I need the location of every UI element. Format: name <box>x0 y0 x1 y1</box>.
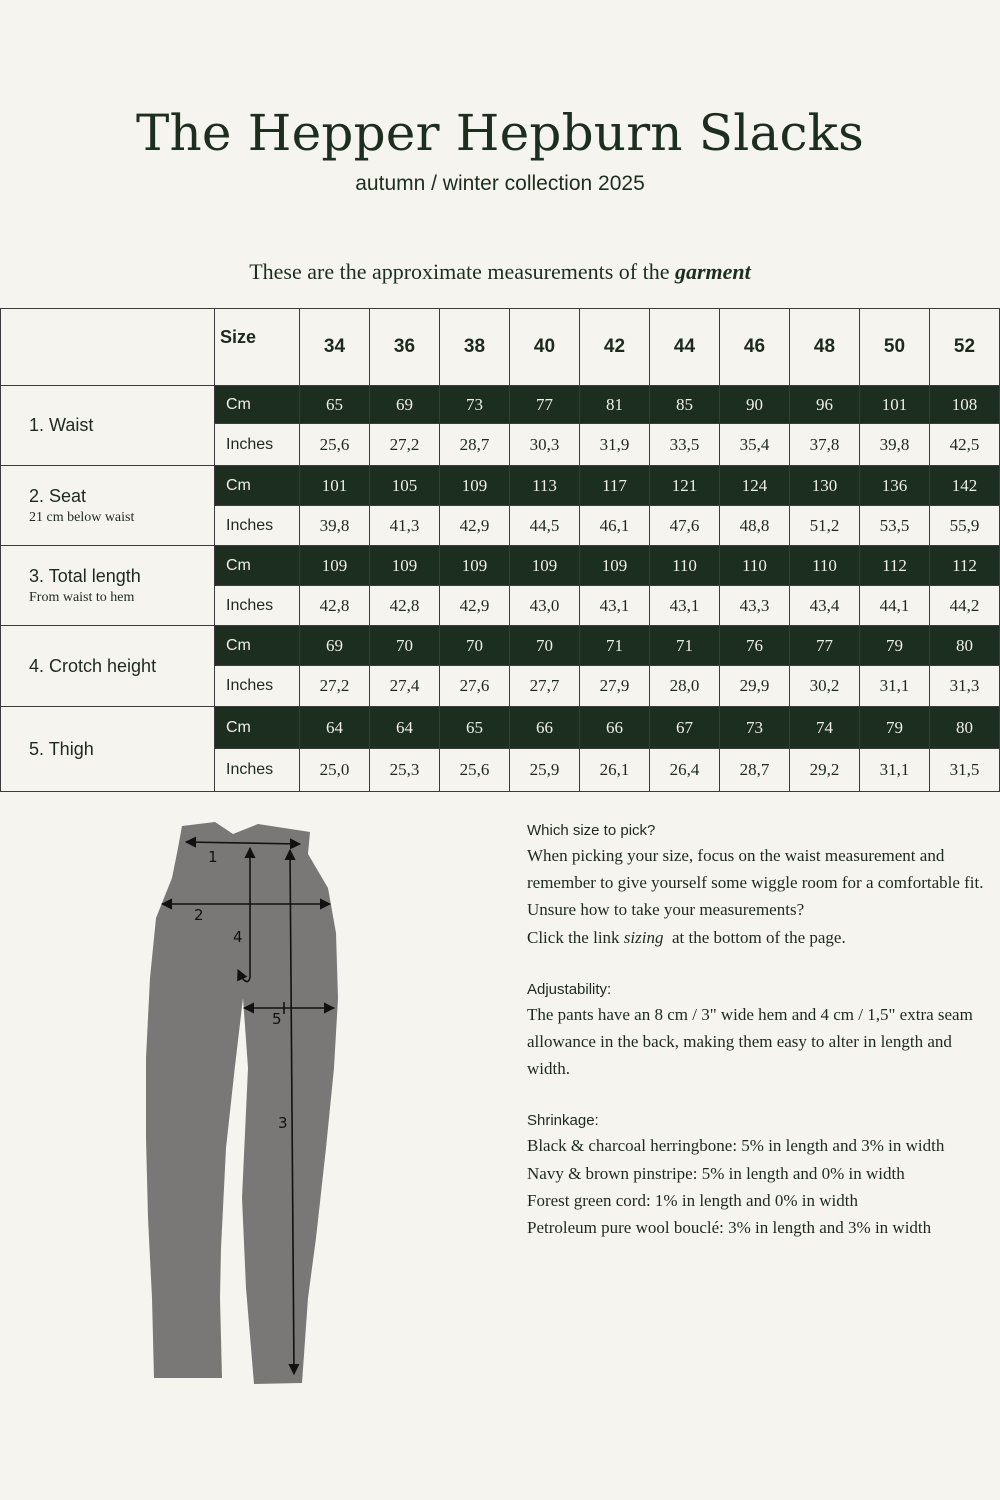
value-cell: 90 <box>720 386 790 424</box>
label-1: 1 <box>208 848 218 866</box>
value-cell: 25,0 <box>300 749 370 792</box>
value-cell: 71 <box>650 626 720 666</box>
value-cell: 136 <box>860 466 930 506</box>
value-cell: 77 <box>790 626 860 666</box>
measurement-label <box>1 386 215 466</box>
measurement-label <box>1 707 215 792</box>
shrinkage-item: Black & charcoal herringbone: 5% in length and 3% in width <box>527 1136 945 1156</box>
value-cell: 109 <box>440 466 510 506</box>
value-cell: 31,1 <box>860 666 930 707</box>
value-cell: 70 <box>370 626 440 666</box>
value-cell: 109 <box>580 546 650 586</box>
value-cell: 79 <box>860 707 930 749</box>
size-header-row <box>1 309 1000 386</box>
shrinkage-item: Forest green cord: 1% in length and 0% in width <box>527 1190 858 1210</box>
shrinkage-list <box>527 1132 997 1241</box>
size-pick-heading: Which size to pick? <box>527 822 656 839</box>
value-cell: 70 <box>440 626 510 666</box>
value-cell: 108 <box>930 386 1000 424</box>
value-cell: 26,1 <box>580 749 650 792</box>
unit-label: Inches <box>215 424 300 466</box>
pants-silhouette <box>146 822 338 1384</box>
measure-question: Unsure how to take your measurements? <box>527 900 805 920</box>
size-header-38: 38 <box>440 309 510 386</box>
shrinkage-item: Petroleum pure wool bouclé: 3% in length and 3% in width <box>527 1218 932 1238</box>
value-cell: 44,1 <box>860 586 930 626</box>
measurement-name: 2. Seat <box>29 485 87 506</box>
value-cell: 25,9 <box>510 749 580 792</box>
measurement-name: 3. Total length <box>29 565 141 586</box>
size-header-42: 42 <box>580 309 650 386</box>
value-cell: 55,9 <box>930 506 1000 546</box>
value-cell: 26,4 <box>650 749 720 792</box>
value-cell: 81 <box>580 386 650 424</box>
sizing-link-post: at the bottom of the page. <box>671 927 846 947</box>
table-row <box>1 386 1000 424</box>
value-cell: 27,2 <box>300 666 370 707</box>
value-cell: 25,6 <box>440 749 510 792</box>
size-header-48: 48 <box>790 309 860 386</box>
value-cell: 46,1 <box>580 506 650 546</box>
measurement-label <box>1 546 215 626</box>
value-cell: 25,6 <box>300 424 370 466</box>
label-3: 3 <box>278 1114 288 1132</box>
value-cell: 31,5 <box>930 749 1000 792</box>
value-cell: 31,3 <box>930 666 1000 707</box>
value-cell: 53,5 <box>860 506 930 546</box>
size-header-34: 34 <box>300 309 370 386</box>
value-cell: 113 <box>510 466 580 506</box>
value-cell: 67 <box>650 707 720 749</box>
value-cell: 44,2 <box>930 586 1000 626</box>
value-cell: 76 <box>720 626 790 666</box>
value-cell: 27,7 <box>510 666 580 707</box>
intro-text-main: These are the approximate measurements of the <box>249 259 670 284</box>
value-cell: 42,9 <box>440 586 510 626</box>
size-header-52: 52 <box>930 309 1000 386</box>
value-cell: 44,5 <box>510 506 580 546</box>
value-cell: 42,5 <box>930 424 1000 466</box>
value-cell: 77 <box>510 386 580 424</box>
value-cell: 79 <box>860 626 930 666</box>
label-4: 4 <box>233 928 243 946</box>
adjustability-heading: Adjustability: <box>527 980 612 998</box>
sizing-link[interactable]: sizing <box>623 927 664 947</box>
size-header-44: 44 <box>650 309 720 386</box>
unit-label: Inches <box>215 666 300 707</box>
table-row <box>1 546 1000 586</box>
unit-label: Cm <box>215 707 300 749</box>
shrinkage-heading: Shrinkage: <box>527 1112 599 1130</box>
info-panel <box>527 820 997 1241</box>
collection-subtitle: autumn / winter collection 2025 <box>355 172 645 195</box>
value-cell: 110 <box>650 546 720 586</box>
value-cell: 27,6 <box>440 666 510 707</box>
value-cell: 109 <box>440 546 510 586</box>
value-cell: 27,9 <box>580 666 650 707</box>
value-cell: 109 <box>370 546 440 586</box>
unit-label: Inches <box>215 749 300 792</box>
value-cell: 41,3 <box>370 506 440 546</box>
value-cell: 69 <box>300 626 370 666</box>
table-row <box>1 707 1000 749</box>
value-cell: 112 <box>930 546 1000 586</box>
value-cell: 105 <box>370 466 440 506</box>
unit-label: Inches <box>215 586 300 626</box>
size-header-40: 40 <box>510 309 580 386</box>
value-cell: 39,8 <box>860 424 930 466</box>
value-cell: 101 <box>300 466 370 506</box>
value-cell: 80 <box>930 626 1000 666</box>
value-cell: 124 <box>720 466 790 506</box>
size-header-36: 36 <box>370 309 440 386</box>
value-cell: 43,0 <box>510 586 580 626</box>
value-cell: 73 <box>440 386 510 424</box>
value-cell: 28,0 <box>650 666 720 707</box>
value-cell: 51,2 <box>790 506 860 546</box>
measurement-note: 21 cm below waist <box>29 509 135 525</box>
value-cell: 31,9 <box>580 424 650 466</box>
value-cell: 69 <box>370 386 440 424</box>
label-5: 5 <box>272 1010 282 1028</box>
adjustability-text: The pants have an 8 cm / 3" wide hem and 4 cm / 1,5" extra seam allowance in the back, making them easy to alter in length and width. <box>527 1004 973 1079</box>
sizing-link-pre: Click the link <box>527 927 620 947</box>
unit-label: Cm <box>215 386 300 424</box>
intro-text <box>0 259 1000 285</box>
unit-label: Cm <box>215 466 300 506</box>
value-cell: 66 <box>580 707 650 749</box>
value-cell: 42,8 <box>300 586 370 626</box>
value-cell: 29,9 <box>720 666 790 707</box>
value-cell: 73 <box>720 707 790 749</box>
value-cell: 28,7 <box>720 749 790 792</box>
value-cell: 31,1 <box>860 749 930 792</box>
value-cell: 101 <box>860 386 930 424</box>
value-cell: 43,1 <box>580 586 650 626</box>
measurement-name: 5. Thigh <box>29 738 94 759</box>
value-cell: 48,8 <box>720 506 790 546</box>
measurement-label <box>1 466 215 546</box>
value-cell: 65 <box>440 707 510 749</box>
value-cell: 27,4 <box>370 666 440 707</box>
value-cell: 35,4 <box>720 424 790 466</box>
value-cell: 70 <box>510 626 580 666</box>
measurement-name: 1. Waist <box>29 415 94 435</box>
value-cell: 43,4 <box>790 586 860 626</box>
value-cell: 39,8 <box>300 506 370 546</box>
value-cell: 29,2 <box>790 749 860 792</box>
size-table <box>0 308 1000 792</box>
value-cell: 42,9 <box>440 506 510 546</box>
unit-label: Cm <box>215 546 300 586</box>
measurement-label <box>1 626 215 707</box>
value-cell: 43,3 <box>720 586 790 626</box>
measurement-note: From waist to hem <box>29 589 135 605</box>
size-header-label: Size <box>215 309 300 386</box>
shrinkage-item: Navy & brown pinstripe: 5% in length and 0% in width <box>527 1163 905 1183</box>
value-cell: 74 <box>790 707 860 749</box>
size-header-46: 46 <box>720 309 790 386</box>
value-cell: 30,2 <box>790 666 860 707</box>
value-cell: 71 <box>580 626 650 666</box>
value-cell: 117 <box>580 466 650 506</box>
sizing-link-text <box>527 924 997 951</box>
value-cell: 25,3 <box>370 749 440 792</box>
table-row <box>1 626 1000 666</box>
value-cell: 64 <box>300 707 370 749</box>
unit-label: Inches <box>215 506 300 546</box>
value-cell: 43,1 <box>650 586 720 626</box>
value-cell: 42,8 <box>370 586 440 626</box>
page-title: The Hepper Hepburn Slacks <box>135 104 865 162</box>
value-cell: 109 <box>300 546 370 586</box>
table-row <box>1 466 1000 506</box>
value-cell: 109 <box>510 546 580 586</box>
value-cell: 66 <box>510 707 580 749</box>
measurement-name: 4. Crotch height <box>29 655 157 676</box>
pants-diagram <box>140 818 360 1390</box>
value-cell: 110 <box>790 546 860 586</box>
value-cell: 112 <box>860 546 930 586</box>
size-header-50: 50 <box>860 309 930 386</box>
intro-emphasis: garment <box>674 259 751 284</box>
value-cell: 85 <box>650 386 720 424</box>
value-cell: 80 <box>930 707 1000 749</box>
value-cell: 130 <box>790 466 860 506</box>
header-empty-cell <box>1 309 215 386</box>
size-table-body <box>1 386 1000 792</box>
value-cell: 96 <box>790 386 860 424</box>
unit-label: Cm <box>215 626 300 666</box>
value-cell: 65 <box>300 386 370 424</box>
value-cell: 28,7 <box>440 424 510 466</box>
value-cell: 27,2 <box>370 424 440 466</box>
value-cell: 64 <box>370 707 440 749</box>
value-cell: 142 <box>930 466 1000 506</box>
value-cell: 121 <box>650 466 720 506</box>
label-2: 2 <box>194 906 204 924</box>
value-cell: 110 <box>720 546 790 586</box>
size-pick-text: When picking your size, focus on the waist measurement and remember to give yourself some wiggle room for a comfortable fit. <box>527 846 984 893</box>
value-cell: 47,6 <box>650 506 720 546</box>
value-cell: 33,5 <box>650 424 720 466</box>
value-cell: 37,8 <box>790 424 860 466</box>
value-cell: 30,3 <box>510 424 580 466</box>
